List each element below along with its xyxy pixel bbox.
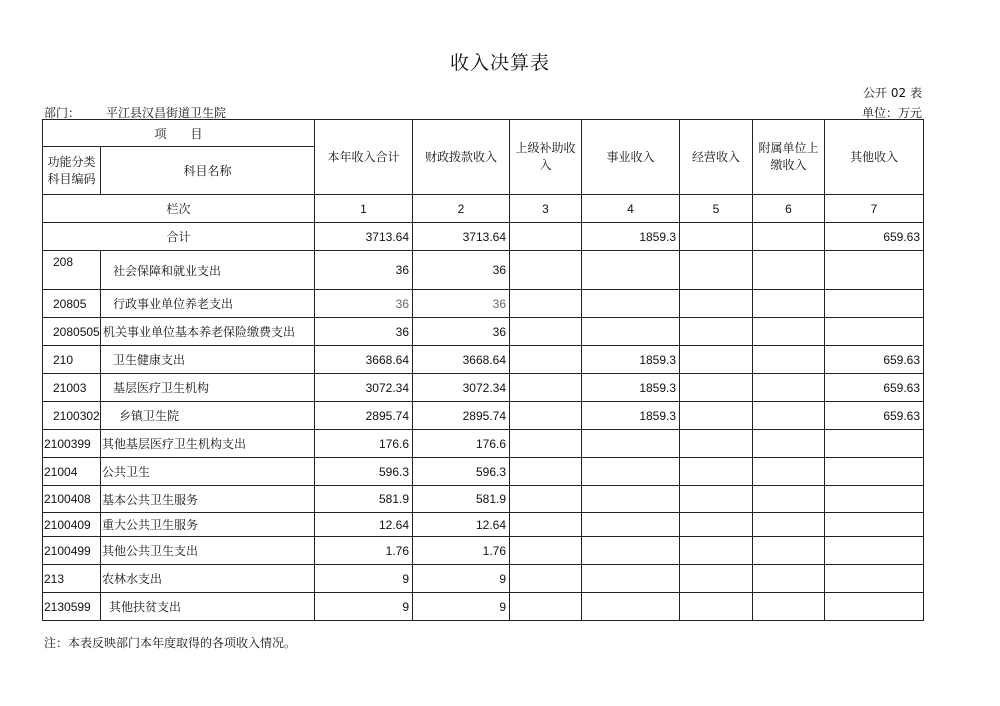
footnote: 注：本表反映部门本年度取得的各项收入情况。	[44, 636, 297, 650]
row-c1: 581.9	[315, 486, 413, 513]
table-row	[43, 593, 924, 621]
lanci-num: 2	[413, 195, 510, 223]
row-c2: 9	[413, 565, 510, 593]
row-c7: 659.63	[825, 374, 924, 402]
lanci-num: 5	[680, 195, 753, 223]
row-c4: 1859.3	[582, 402, 680, 430]
row-c5	[680, 346, 753, 374]
col-header-2: 财政拨款收入	[413, 120, 510, 195]
total-c3	[510, 223, 582, 251]
row-name: 基层医疗卫生机构	[101, 374, 315, 402]
row-c4	[582, 290, 680, 318]
row-c5	[680, 374, 753, 402]
total-c4: 1859.3	[582, 223, 680, 251]
row-c3	[510, 537, 582, 565]
lanci-num: 4	[582, 195, 680, 223]
row-c7: 659.63	[825, 402, 924, 430]
row-c4	[582, 513, 680, 537]
unit-label: 单位：万元	[861, 106, 922, 120]
row-c2: 596.3	[413, 458, 510, 486]
row-c1: 1.76	[315, 537, 413, 565]
lanci-num: 6	[753, 195, 825, 223]
row-c4	[582, 318, 680, 346]
col-header-6: 附属单位上缴收入	[753, 120, 825, 195]
total-c7: 659.63	[825, 223, 924, 251]
row-code: 2100302	[43, 402, 101, 430]
row-code: 2080505	[43, 318, 101, 346]
row-code: 213	[43, 565, 101, 593]
row-c5	[680, 251, 753, 290]
row-c7	[825, 565, 924, 593]
row-name: 机关事业单位基本养老保险缴费支出	[101, 318, 315, 346]
row-code: 210	[43, 346, 101, 374]
row-c1: 9	[315, 593, 413, 621]
col-header-7: 其他收入	[825, 120, 924, 195]
table-row	[43, 251, 924, 290]
row-c7	[825, 290, 924, 318]
table-row	[43, 402, 924, 430]
row-c6	[753, 290, 825, 318]
row-c7	[825, 537, 924, 565]
row-code: 2130599	[43, 593, 101, 621]
dept-value: 平江县汉昌街道卫生院	[106, 106, 227, 120]
row-name: 其他扶贫支出	[101, 593, 315, 621]
col-header-4: 事业收入	[582, 120, 680, 195]
row-c6	[753, 402, 825, 430]
row-c1: 12.64	[315, 513, 413, 537]
row-c6	[753, 346, 825, 374]
row-c4	[582, 251, 680, 290]
table-row	[43, 458, 924, 486]
page-title: 收入决算表	[449, 52, 550, 74]
total-c5	[680, 223, 753, 251]
row-name: 乡镇卫生院	[101, 402, 315, 430]
col-header-5: 经营收入	[680, 120, 753, 195]
row-name: 基本公共卫生服务	[101, 486, 315, 513]
row-c7	[825, 318, 924, 346]
row-c5	[680, 318, 753, 346]
row-code: 21004	[43, 458, 101, 486]
subject-name-header: 科目名称	[101, 147, 315, 195]
row-c2: 581.9	[413, 486, 510, 513]
row-code: 20805	[43, 290, 101, 318]
col-header-1: 本年收入合计	[315, 120, 413, 195]
row-c5	[680, 537, 753, 565]
row-c1: 9	[315, 565, 413, 593]
row-c1: 36	[315, 290, 413, 318]
lanci-row	[43, 195, 924, 223]
row-name: 其他公共卫生支出	[101, 537, 315, 565]
row-c1: 36	[315, 318, 413, 346]
row-c5	[680, 593, 753, 621]
row-c5	[680, 430, 753, 458]
row-c2: 1.76	[413, 537, 510, 565]
row-c2: 176.6	[413, 430, 510, 458]
row-c3	[510, 593, 582, 621]
table-row	[43, 346, 924, 374]
form-code: 公开 02 表	[863, 86, 922, 100]
total-row	[43, 223, 924, 251]
row-c2: 12.64	[413, 513, 510, 537]
row-code: 21003	[43, 374, 101, 402]
row-c5	[680, 290, 753, 318]
total-c2: 3713.64	[413, 223, 510, 251]
row-c4	[582, 486, 680, 513]
lanci-num: 3	[510, 195, 582, 223]
lanci-num: 1	[315, 195, 413, 223]
row-c4	[582, 537, 680, 565]
row-c3	[510, 346, 582, 374]
lanci-label: 栏次	[43, 195, 315, 223]
row-c3	[510, 565, 582, 593]
table-row	[43, 318, 924, 346]
row-c1: 3072.34	[315, 374, 413, 402]
row-c2: 3668.64	[413, 346, 510, 374]
table-row	[43, 486, 924, 513]
row-c2: 2895.74	[413, 402, 510, 430]
table-row	[43, 537, 924, 565]
row-c3	[510, 458, 582, 486]
item-header: 项 目	[43, 120, 315, 147]
row-c5	[680, 513, 753, 537]
row-code: 2100409	[43, 513, 101, 537]
row-c2: 9	[413, 593, 510, 621]
row-name: 社会保障和就业支出	[101, 251, 315, 290]
row-c5	[680, 486, 753, 513]
table-row	[43, 513, 924, 537]
row-c5	[680, 402, 753, 430]
row-c6	[753, 430, 825, 458]
row-name: 公共卫生	[101, 458, 315, 486]
row-c4: 1859.3	[582, 374, 680, 402]
row-c6	[753, 251, 825, 290]
total-label: 合计	[43, 223, 315, 251]
row-c2: 3072.34	[413, 374, 510, 402]
row-c7	[825, 593, 924, 621]
row-c1: 596.3	[315, 458, 413, 486]
row-c1: 3668.64	[315, 346, 413, 374]
row-code: 2100399	[43, 430, 101, 458]
row-c3	[510, 290, 582, 318]
row-name: 农林水支出	[101, 565, 315, 593]
row-c3	[510, 318, 582, 346]
row-c2: 36	[413, 318, 510, 346]
lanci-num: 7	[825, 195, 924, 223]
row-c1: 36	[315, 251, 413, 290]
row-c7	[825, 486, 924, 513]
col-header-3: 上级补助收入	[510, 120, 582, 195]
row-c6	[753, 565, 825, 593]
row-c6	[753, 374, 825, 402]
row-c2: 36	[413, 251, 510, 290]
row-c7	[825, 251, 924, 290]
row-name: 行政事业单位养老支出	[101, 290, 315, 318]
row-c7	[825, 513, 924, 537]
row-c4	[582, 430, 680, 458]
row-c6	[753, 486, 825, 513]
table-row	[43, 565, 924, 593]
row-c3	[510, 486, 582, 513]
total-c6	[753, 223, 825, 251]
row-c6	[753, 318, 825, 346]
row-c6	[753, 513, 825, 537]
row-c1: 2895.74	[315, 402, 413, 430]
row-c3	[510, 251, 582, 290]
row-c7	[825, 430, 924, 458]
row-c3	[510, 430, 582, 458]
row-c3	[510, 402, 582, 430]
header-row-1	[43, 120, 924, 147]
row-c1: 176.6	[315, 430, 413, 458]
total-c1: 3713.64	[315, 223, 413, 251]
table-row	[43, 430, 924, 458]
row-code: 208	[43, 251, 101, 290]
table-row	[43, 374, 924, 402]
row-code: 2100408	[43, 486, 101, 513]
func-code-header: 功能分类科目编码	[43, 147, 101, 195]
row-c4: 1859.3	[582, 346, 680, 374]
row-c7	[825, 458, 924, 486]
row-code: 2100499	[43, 537, 101, 565]
row-name: 卫生健康支出	[101, 346, 315, 374]
row-c3	[510, 513, 582, 537]
income-table	[42, 119, 924, 621]
row-c6	[753, 537, 825, 565]
row-c5	[680, 565, 753, 593]
row-c6	[753, 458, 825, 486]
row-c2: 36	[413, 290, 510, 318]
row-c6	[753, 593, 825, 621]
dept-label: 部门：	[44, 106, 81, 120]
table-row	[43, 290, 924, 318]
row-c4	[582, 593, 680, 621]
row-name: 其他基层医疗卫生机构支出	[101, 430, 315, 458]
row-c3	[510, 374, 582, 402]
row-c7: 659.63	[825, 346, 924, 374]
row-name: 重大公共卫生服务	[101, 513, 315, 537]
row-c4	[582, 458, 680, 486]
row-c5	[680, 458, 753, 486]
row-c4	[582, 565, 680, 593]
